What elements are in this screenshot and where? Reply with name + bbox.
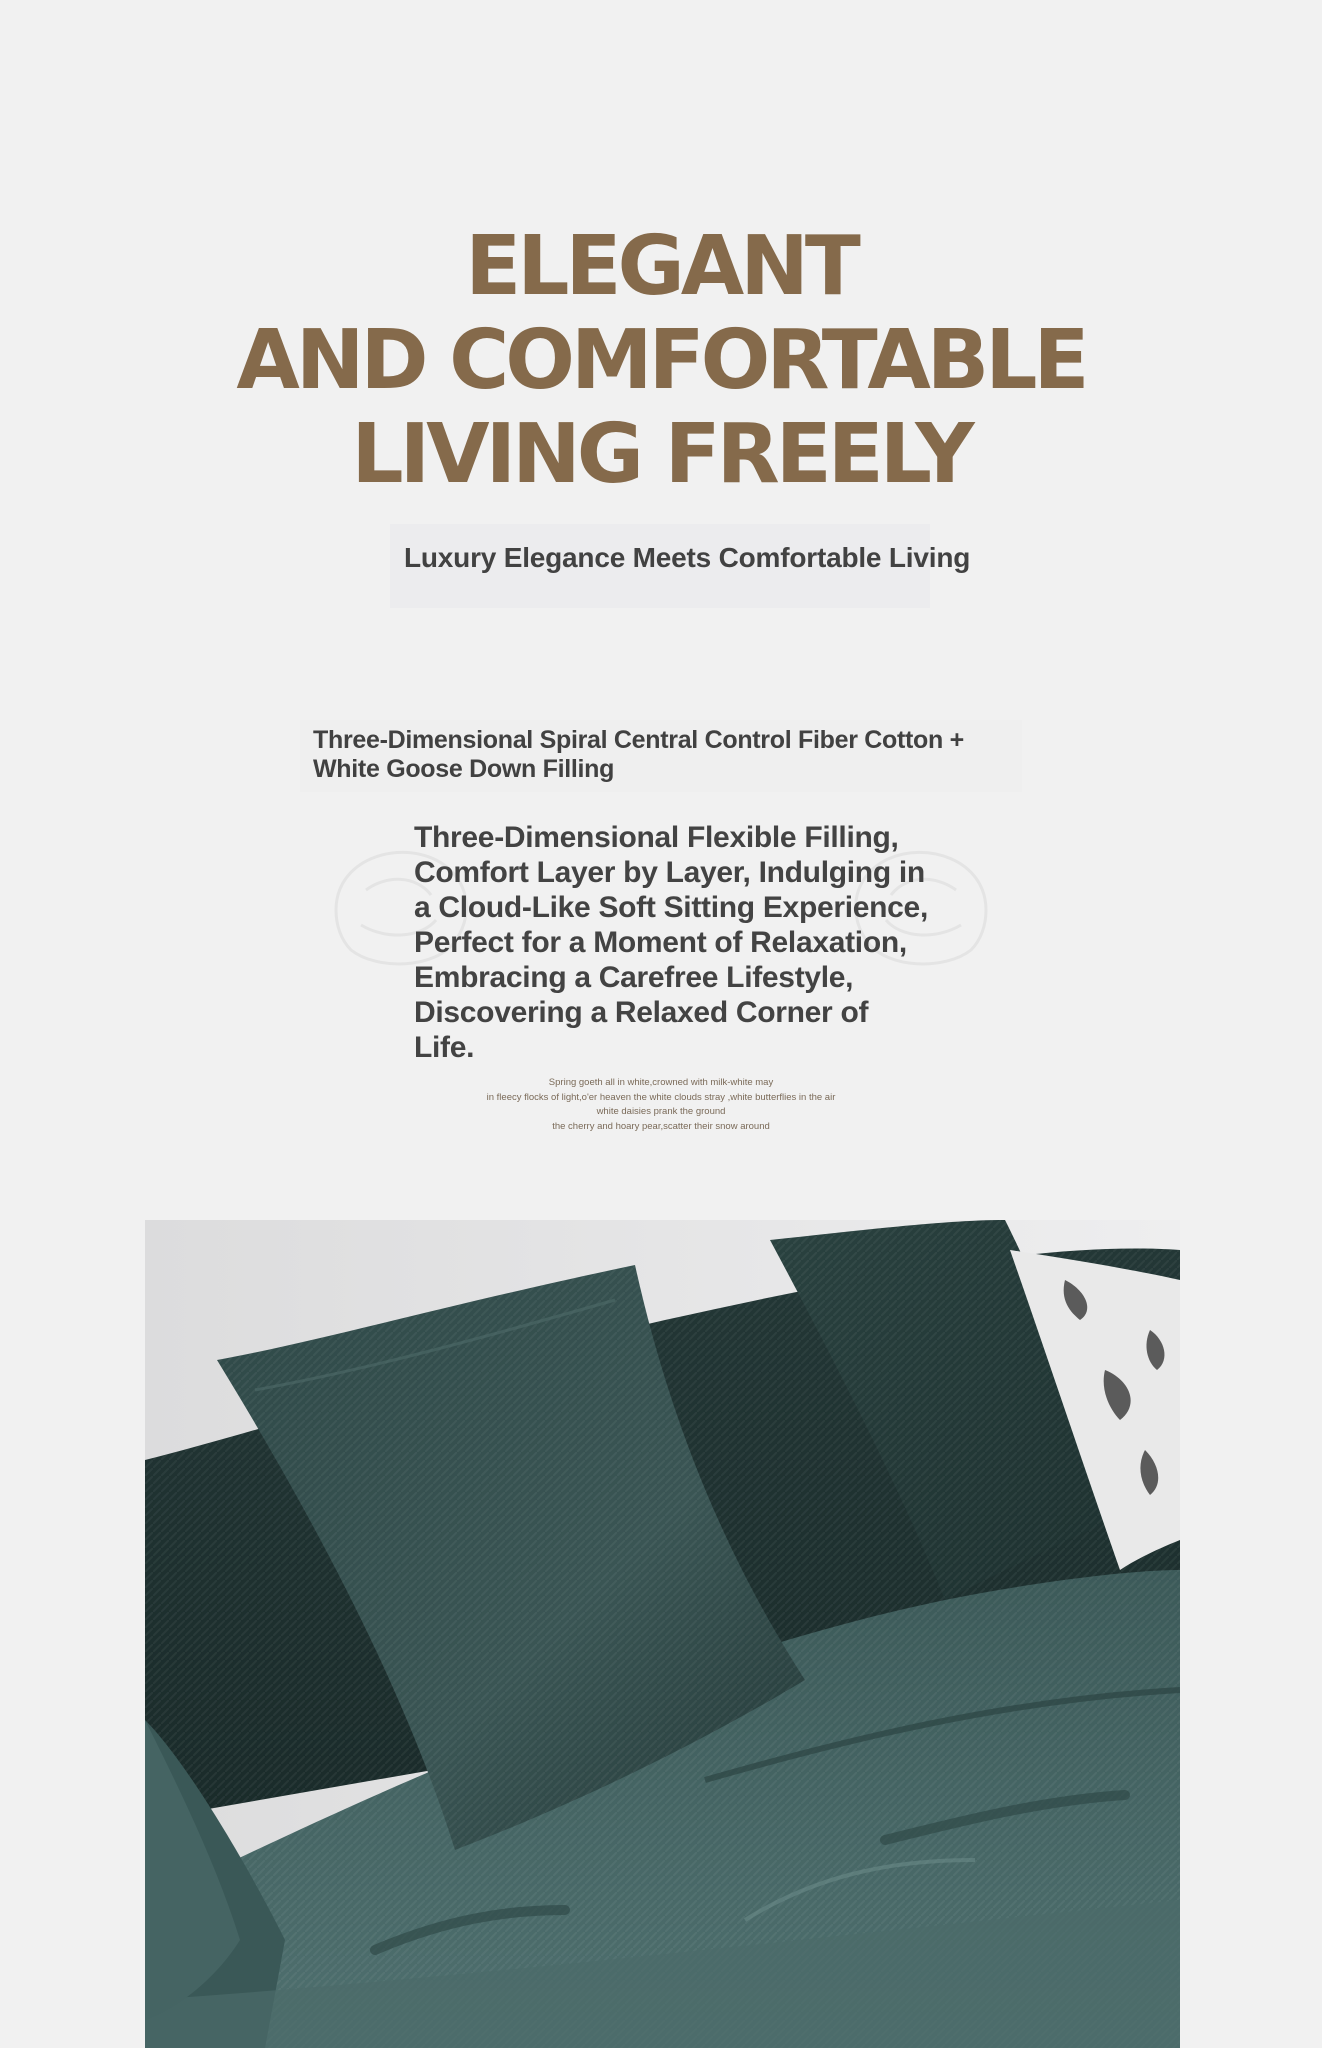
sofa-illustration bbox=[145, 1220, 1180, 2048]
poem-line-3: white daisies prank the ground bbox=[596, 1106, 726, 1117]
headline-line-1: ELEGANT bbox=[465, 219, 857, 314]
headline-line-3: LIVING FREELY bbox=[351, 407, 971, 502]
hero-tagline: Luxury Elegance Meets Comfortable Living bbox=[404, 542, 971, 573]
hero-headline bbox=[0, 220, 1322, 502]
feature-description: Three-Dimensional Flexible Filling, Comfort Layer by Layer, Indulging in a Cloud-Like Soft Sitting Experience, Perfect for a Moment of Relaxation, Embracing a Carefree Lifestyle, Discovering a Relaxed Corner of Life. bbox=[414, 821, 928, 1064]
feature-title: Three-Dimensional Spiral Central Control Fiber Cotton + White Goose Down Filling bbox=[313, 726, 964, 783]
poem-line-4: the cherry and hoary pear,scatter their snow around bbox=[552, 1120, 770, 1132]
poem-line-1: Spring goeth all in white,crowned with milk-white may bbox=[548, 1077, 774, 1088]
product-photo bbox=[145, 1220, 1180, 2048]
headline-line-2: AND COMFORTABLE bbox=[236, 313, 1086, 408]
poem-text bbox=[360, 1076, 962, 1134]
poem-line-2: in fleecy flocks of light,o'er heaven the white clouds stray ,white butterflies in the air bbox=[486, 1091, 836, 1103]
